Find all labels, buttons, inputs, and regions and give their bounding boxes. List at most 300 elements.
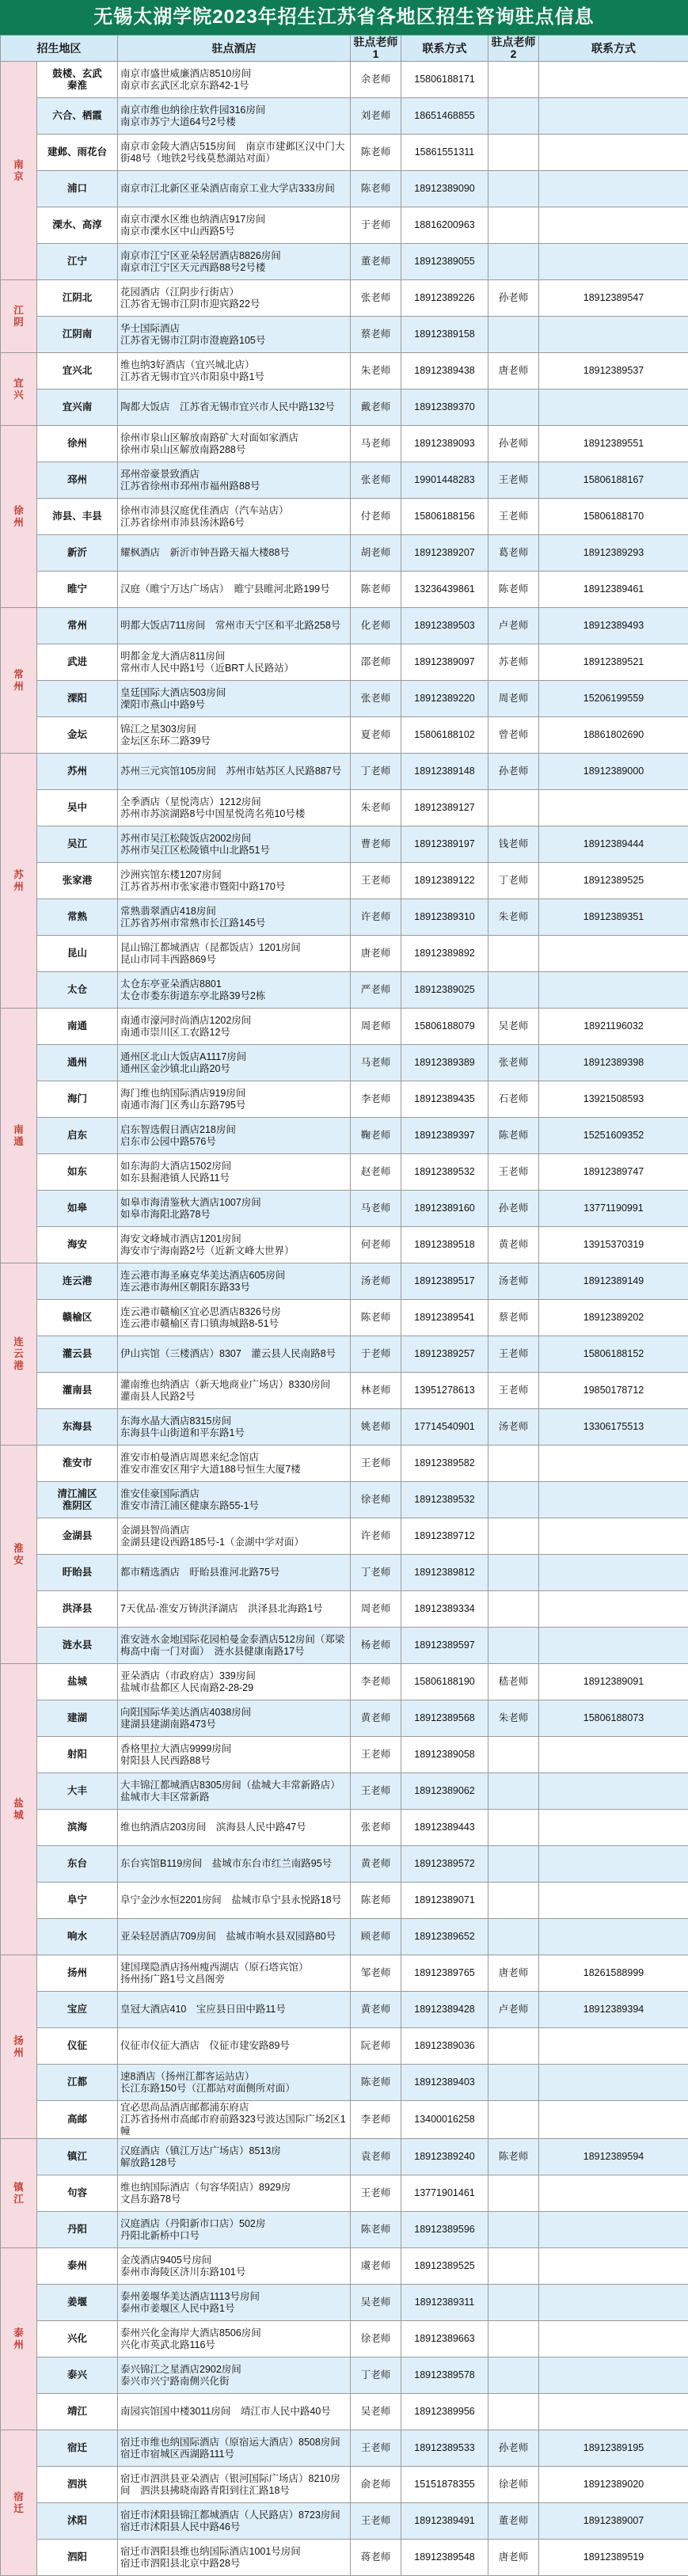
- table-row: [1, 280, 688, 317]
- teacher-1: 张老师: [351, 681, 401, 717]
- teacher-1: 朱老师: [351, 353, 401, 389]
- teacher-1: 陈老师: [351, 1883, 401, 1919]
- hotel-info: 连云港市海圣麻克华美达酒店605房间 连云港市海州区朝阳东路33号: [118, 1263, 351, 1300]
- hotel-info: 亚朵酒店（市政府店）339房间 盐城市盐都区人民南路2-28-29: [118, 1664, 351, 1700]
- phone-2: [539, 2394, 688, 2430]
- table-row: [1, 1191, 688, 1227]
- teacher-1: 王老师: [351, 2430, 401, 2467]
- hotel-info: 皇廷国际大酒店503房间 溧阳市燕山中路9号: [118, 681, 351, 717]
- teacher-1: 夏老师: [351, 717, 401, 754]
- table-row: [1, 2358, 688, 2394]
- teacher-2: [488, 62, 539, 98]
- teacher-1: 王老师: [351, 1446, 401, 1482]
- district-name: 连云港: [37, 1263, 118, 1300]
- phone-1: 18912389532: [401, 1482, 488, 1518]
- phone-1: 18912389428: [401, 1992, 488, 2028]
- phone-1: 18912389226: [401, 280, 488, 317]
- phone-1: 18912389403: [401, 2065, 488, 2101]
- phone-1: 18912389765: [401, 1955, 488, 1992]
- teacher-2: [488, 171, 539, 207]
- phone-2: [539, 1555, 688, 1591]
- district-name: 通州: [37, 1045, 118, 1081]
- teacher-2: 朱老师: [488, 899, 539, 936]
- teacher-2: 黄老师: [488, 1227, 539, 1263]
- teacher-1: 李老师: [351, 1081, 401, 1118]
- region-name: 苏 州: [1, 754, 37, 1009]
- teacher-1: 俞老师: [351, 2467, 401, 2503]
- table-row: [1, 171, 688, 207]
- phone-2: 18912389493: [539, 608, 688, 644]
- phone-1: 18912389548: [401, 2540, 488, 2576]
- phone-1: 15806188171: [401, 62, 488, 98]
- teacher-1: 何老师: [351, 1227, 401, 1263]
- header-phone-1: 联系方式: [401, 36, 488, 62]
- phone-2: 18861802690: [539, 717, 688, 754]
- teacher-1: 于老师: [351, 1336, 401, 1373]
- header-region: 招生地区: [1, 36, 118, 62]
- phone-2: 18912389398: [539, 1045, 688, 1081]
- teacher-2: 孙老师: [488, 2430, 539, 2467]
- table-row: [1, 1955, 688, 1992]
- hotel-info: 明都金龙大酒店811房间 常州市人民中路1号（近BRT人民路站）: [118, 644, 351, 681]
- district-name: 扬州: [37, 1955, 118, 1992]
- table-row: [1, 1628, 688, 1664]
- table-row: [1, 2430, 688, 2467]
- teacher-2: 苏老师: [488, 644, 539, 681]
- table-row: [1, 1555, 688, 1591]
- hotel-info: 向阳国际华美达酒店4038房间 建湖县建湖南路473号: [118, 1700, 351, 1737]
- hotel-info: 阜宁金沙水恒2201房间 盐城市阜宁县永悦路18号: [118, 1883, 351, 1919]
- teacher-1: 姚老师: [351, 1409, 401, 1446]
- teacher-1: 陈老师: [351, 2065, 401, 2101]
- teacher-2: 周老师: [488, 681, 539, 717]
- teacher-1: 汤老师: [351, 1263, 401, 1300]
- teacher-1: 徐老师: [351, 1482, 401, 1518]
- phone-2: 15806188167: [539, 462, 688, 499]
- phone-1: 18912389334: [401, 1591, 488, 1628]
- phone-1: 18912389533: [401, 2430, 488, 2467]
- phone-2: 18912389444: [539, 826, 688, 863]
- teacher-1: 化老师: [351, 608, 401, 644]
- phone-2: 18912389525: [539, 863, 688, 899]
- table-row: [1, 936, 688, 972]
- teacher-2: 丁老师: [488, 863, 539, 899]
- district-name: 赣榆区: [37, 1300, 118, 1336]
- phone-2: [539, 1628, 688, 1664]
- phone-2: [539, 2358, 688, 2394]
- teacher-2: [488, 2175, 539, 2212]
- teacher-1: 阮老师: [351, 2028, 401, 2065]
- table-row: [1, 826, 688, 863]
- teacher-2: 蔡老师: [488, 1300, 539, 1336]
- district-name: 金湖县: [37, 1518, 118, 1555]
- district-name: 金坛: [37, 717, 118, 754]
- teacher-1: 丁老师: [351, 1555, 401, 1591]
- teacher-1: 杨老师: [351, 1628, 401, 1664]
- phone-2: 18912389000: [539, 754, 688, 790]
- district-name: 吴江: [37, 826, 118, 863]
- table-row: [1, 1664, 688, 1700]
- district-name: 浦口: [37, 171, 118, 207]
- district-name: 泰兴: [37, 2358, 118, 2394]
- phone-2: 18912389394: [539, 1992, 688, 2028]
- hotel-info: 东台宾馆B119房间 盐城市东台市红兰南路95号: [118, 1846, 351, 1883]
- teacher-1: 赵老师: [351, 1154, 401, 1191]
- region-name: 泰 州: [1, 2248, 37, 2430]
- teacher-2: 汤老师: [488, 1409, 539, 1446]
- phone-2: [539, 972, 688, 1009]
- district-name: 滨海: [37, 1810, 118, 1846]
- district-name: 宜兴北: [37, 353, 118, 389]
- teacher-2: 钱老师: [488, 826, 539, 863]
- hotel-info: 邳州帝豪景致酒店 江苏省徐州市邳州市福州路88号: [118, 462, 351, 499]
- hotel-info: 宿迁市泗洪县亚朵酒店（银河国际广场店）8210房间 泗洪县拂晓南路青阳到往汇路18号: [118, 2467, 351, 2503]
- district-name: 宜兴南: [37, 389, 118, 426]
- header-teacher-1: 驻点老师1: [351, 36, 401, 62]
- hotel-info: 泰兴锦江之星酒店2902房间 泰兴市兴宁路南侧兴化街: [118, 2358, 351, 2394]
- phone-1: 13771901461: [401, 2175, 488, 2212]
- table-row: [1, 1263, 688, 1300]
- teacher-1: 付老师: [351, 499, 401, 535]
- phone-1: 18912389435: [401, 1081, 488, 1118]
- phone-2: [539, 1919, 688, 1955]
- teacher-1: 张老师: [351, 462, 401, 499]
- district-name: 涟水县: [37, 1628, 118, 1664]
- phone-1: 17714540901: [401, 1409, 488, 1446]
- phone-2: 18912389747: [539, 1154, 688, 1191]
- phone-2: [539, 98, 688, 135]
- phone-1: 15806188190: [401, 1664, 488, 1700]
- teacher-1: 曹老师: [351, 826, 401, 863]
- table-row: [1, 1300, 688, 1336]
- hotel-info: 淮安市柏曼酒店周恩来纪念馆店 淮安市淮安区翔宇大道188号恒生大厦7楼: [118, 1446, 351, 1482]
- hotel-info: 大丰锦江都城酒店8305房间（盐城大丰常新路店） 盐城市大丰区常新路: [118, 1773, 351, 1810]
- table-row: [1, 1700, 688, 1737]
- hotel-info: 南京市维也纳徐庄软件园316房间 南京市苏宁大道64号2号楼: [118, 98, 351, 135]
- hotel-info: 泰州兴化金海岸大酒店8506房间 兴化市英武北路116号: [118, 2321, 351, 2358]
- hotel-info: 亚朵轻居酒店709房间 盐城市响水县双园路80号: [118, 1919, 351, 1955]
- hotel-info: 华士国际酒店 江苏省无锡市江阴市澄鹿路105号: [118, 317, 351, 353]
- district-name: 丹阳: [37, 2212, 118, 2248]
- teacher-2: [488, 2321, 539, 2358]
- table-row: [1, 1009, 688, 1045]
- district-name: 建邺、雨花台: [37, 135, 118, 171]
- table-row: [1, 790, 688, 826]
- table-row: [1, 1446, 688, 1482]
- district-name: 沭阳: [37, 2503, 118, 2540]
- table-row: [1, 754, 688, 790]
- phone-1: 18912389812: [401, 1555, 488, 1591]
- teacher-1: 陈老师: [351, 2212, 401, 2248]
- phone-2: 15806188073: [539, 1700, 688, 1737]
- phone-1: 13400016258: [401, 2101, 488, 2139]
- table-row: [1, 2467, 688, 2503]
- phone-1: 18912389503: [401, 608, 488, 644]
- teacher-2: [488, 244, 539, 280]
- teacher-1: 马老师: [351, 1045, 401, 1081]
- table-row: [1, 1883, 688, 1919]
- hotel-info: 淮安涟水金地国际花园柏曼金泰酒店512房间（郑梁梅高中南一门对面） 涟水县健康南路17号: [118, 1628, 351, 1664]
- phone-2: [539, 1591, 688, 1628]
- teacher-2: [488, 98, 539, 135]
- district-name: 泗阳: [37, 2540, 118, 2576]
- hotel-info: 锦江之星303房间 金坛区东环二路39号: [118, 717, 351, 754]
- phone-1: 18912389596: [401, 2212, 488, 2248]
- phone-2: 18912389202: [539, 1300, 688, 1336]
- district-name: 句容: [37, 2175, 118, 2212]
- phone-1: 18912389438: [401, 353, 488, 389]
- teacher-2: 葛老师: [488, 535, 539, 572]
- teacher-2: [488, 972, 539, 1009]
- table-row: [1, 2175, 688, 2212]
- district-name: 如东: [37, 1154, 118, 1191]
- phone-2: 18912389547: [539, 280, 688, 317]
- phone-2: [539, 2248, 688, 2285]
- hotel-info: 连云港市赣榆区宜必思酒店8326号房 连云港市赣榆区青口镇海城路8-51号: [118, 1300, 351, 1336]
- teacher-1: 丁老师: [351, 2358, 401, 2394]
- table-row: [1, 572, 688, 608]
- table-row: [1, 499, 688, 535]
- table-row: [1, 972, 688, 1009]
- teacher-1: 陈老师: [351, 1300, 401, 1336]
- phone-1: 18912389518: [401, 1227, 488, 1263]
- phone-1: 18912389311: [401, 2285, 488, 2321]
- phone-1: 18912389568: [401, 1700, 488, 1737]
- teacher-1: 于老师: [351, 207, 401, 244]
- teacher-1: 陈老师: [351, 572, 401, 608]
- table-row: [1, 1591, 688, 1628]
- phone-2: [539, 317, 688, 353]
- phone-2: [539, 2321, 688, 2358]
- phone-2: [539, 2065, 688, 2101]
- phone-2: [539, 1446, 688, 1482]
- teacher-1: 朱老师: [351, 790, 401, 826]
- table-row: [1, 608, 688, 644]
- phone-2: 13771190991: [539, 1191, 688, 1227]
- hotel-info: 启东智选假日酒店218房间 启东市公园中路576号: [118, 1118, 351, 1154]
- table-row: [1, 1846, 688, 1883]
- hotel-info: 沙洲宾馆东楼1207房间 江苏省苏州市张家港市暨阳中路170号: [118, 863, 351, 899]
- phone-2: [539, 2028, 688, 2065]
- district-name: 东海县: [37, 1409, 118, 1446]
- teacher-1: 唐老师: [351, 936, 401, 972]
- phone-2: 18261588999: [539, 1955, 688, 1992]
- teacher-1: 王老师: [351, 2175, 401, 2212]
- teacher-2: [488, 1446, 539, 1482]
- table-row: [1, 207, 688, 244]
- district-name: 徐州: [37, 426, 118, 462]
- teacher-2: [488, 1555, 539, 1591]
- phone-1: 15806188102: [401, 717, 488, 754]
- table-row: [1, 2101, 688, 2139]
- district-name: 海门: [37, 1081, 118, 1118]
- district-name: 太仓: [37, 972, 118, 1009]
- district-name: 溧阳: [37, 681, 118, 717]
- phone-1: 18912389525: [401, 2248, 488, 2285]
- teacher-1: 袁老师: [351, 2139, 401, 2175]
- hotel-info: 汉庭酒店（丹阳新市口店）502房 丹阳北新桥中口号: [118, 2212, 351, 2248]
- hotel-info: 南通市濠河时尚酒店1202房间 南通市崇川区工农路12号: [118, 1009, 351, 1045]
- table-row: [1, 899, 688, 936]
- phone-2: [539, 1810, 688, 1846]
- teacher-2: [488, 1518, 539, 1555]
- teacher-1: 马老师: [351, 1191, 401, 1227]
- teacher-1: 蔡老师: [351, 317, 401, 353]
- district-name: 如皋: [37, 1191, 118, 1227]
- teacher-1: 许老师: [351, 899, 401, 936]
- table-row: [1, 1227, 688, 1263]
- teacher-2: [488, 2065, 539, 2101]
- phone-2: [539, 936, 688, 972]
- table-row: [1, 353, 688, 389]
- district-name: 鼓楼、玄武 秦淮: [37, 62, 118, 98]
- teacher-2: [488, 936, 539, 972]
- hotel-info: 太仓东亭亚朵酒店8801 太仓市娄东街道东亭北路39号2栋: [118, 972, 351, 1009]
- table-row: [1, 1118, 688, 1154]
- phone-1: 18912389257: [401, 1336, 488, 1373]
- district-name: 阜宁: [37, 1883, 118, 1919]
- phone-2: [539, 244, 688, 280]
- district-name: 镇江: [37, 2139, 118, 2175]
- consultation-table: [0, 35, 688, 2576]
- table-row: [1, 1336, 688, 1373]
- district-name: 邳州: [37, 462, 118, 499]
- district-name: 睢宁: [37, 572, 118, 608]
- table-row: [1, 644, 688, 681]
- teacher-1: 严老师: [351, 972, 401, 1009]
- teacher-1: 周老师: [351, 1591, 401, 1628]
- teacher-2: [488, 207, 539, 244]
- teacher-1: 丁老师: [351, 754, 401, 790]
- table-row: [1, 1992, 688, 2028]
- district-name: 洪泽县: [37, 1591, 118, 1628]
- phone-2: 18912389195: [539, 2430, 688, 2467]
- teacher-2: [488, 1883, 539, 1919]
- teacher-2: 陈老师: [488, 1118, 539, 1154]
- teacher-2: [488, 1846, 539, 1883]
- hotel-info: 明都大饭店711房间 常州市天宁区和平北路258号: [118, 608, 351, 644]
- phone-2: 15206199559: [539, 681, 688, 717]
- region-name: 镇 江: [1, 2139, 37, 2248]
- hotel-info: 宿迁市沭阳县锦江都城酒店（人民路店）8723房间 宿迁市沭阳县人民中路46号: [118, 2503, 351, 2540]
- table-row: [1, 2212, 688, 2248]
- phone-1: 18912389892: [401, 936, 488, 972]
- table-row: [1, 1409, 688, 1446]
- phone-2: 18912389521: [539, 644, 688, 681]
- teacher-1: 王老师: [351, 1737, 401, 1773]
- phone-1: 18912389158: [401, 317, 488, 353]
- district-name: 江宁: [37, 244, 118, 280]
- teacher-2: 汤老师: [488, 1263, 539, 1300]
- teacher-1: 陈老师: [351, 171, 401, 207]
- teacher-1: 张老师: [351, 280, 401, 317]
- teacher-1: 戴老师: [351, 389, 401, 426]
- hotel-info: 耀枫酒店 新沂市钟吾路天福大楼88号: [118, 535, 351, 572]
- table-row: [1, 681, 688, 717]
- district-name: 武进: [37, 644, 118, 681]
- district-name: 建湖: [37, 1700, 118, 1737]
- phone-2: [539, 62, 688, 98]
- district-name: 高邮: [37, 2101, 118, 2139]
- phone-2: 18912389020: [539, 2467, 688, 2503]
- phone-1: 18912389122: [401, 863, 488, 899]
- hotel-info: 海安文峰城市酒店1201房间 海安市宁海南路2号（近新文峰大世界）: [118, 1227, 351, 1263]
- phone-1: 15806188079: [401, 1009, 488, 1045]
- phone-1: 18912389071: [401, 1883, 488, 1919]
- teacher-2: 王老师: [488, 462, 539, 499]
- phone-1: 18912389058: [401, 1737, 488, 1773]
- hotel-info: 宿迁市维也纳国际酒店（原宿运大酒店）8508房间 宿迁市宿城区西湖路111号: [118, 2430, 351, 2467]
- teacher-2: [488, 1773, 539, 1810]
- hotel-info: 泰州姜堰华美达酒店1113号房间 泰州市姜堰区人民中路1号: [118, 2285, 351, 2321]
- teacher-1: 蒋老师: [351, 2540, 401, 2576]
- phone-2: 18912389461: [539, 572, 688, 608]
- table-row: [1, 1810, 688, 1846]
- district-name: 射阳: [37, 1737, 118, 1773]
- hotel-info: 汉庭（睢宁万达广场店） 睢宁县睢河北路199号: [118, 572, 351, 608]
- phone-1: 15806188156: [401, 499, 488, 535]
- phone-1: 18912389127: [401, 790, 488, 826]
- teacher-2: [488, 2212, 539, 2248]
- teacher-2: [488, 2358, 539, 2394]
- teacher-2: 董老师: [488, 2503, 539, 2540]
- table-row: [1, 2540, 688, 2576]
- region-name: 江 阴: [1, 280, 37, 353]
- teacher-2: [488, 2028, 539, 2065]
- phone-1: 18912389578: [401, 2358, 488, 2394]
- district-name: 吴中: [37, 790, 118, 826]
- teacher-1: 李老师: [351, 1664, 401, 1700]
- phone-1: 18912389025: [401, 972, 488, 1009]
- teacher-1: 董老师: [351, 244, 401, 280]
- district-name: 泰州: [37, 2248, 118, 2285]
- teacher-2: 吴老师: [488, 1009, 539, 1045]
- phone-1: 19901448283: [401, 462, 488, 499]
- district-name: 昆山: [37, 936, 118, 972]
- phone-1: 18912389036: [401, 2028, 488, 2065]
- teacher-2: 卢老师: [488, 1992, 539, 2028]
- hotel-info: 花园酒店（江阴步行街店） 江苏省无锡市江阴市迎宾路22号: [118, 280, 351, 317]
- hotel-info: 淮安佳豪国际酒店 淮安市清江浦区健康东路55-1号: [118, 1482, 351, 1518]
- teacher-1: 许老师: [351, 1518, 401, 1555]
- phone-2: [539, 1482, 688, 1518]
- phone-2: [539, 2101, 688, 2139]
- phone-2: [539, 2285, 688, 2321]
- phone-2: 19850178712: [539, 1373, 688, 1409]
- district-name: 宿迁: [37, 2430, 118, 2467]
- phone-1: 18912389663: [401, 2321, 488, 2358]
- phone-2: 18921196032: [539, 1009, 688, 1045]
- phone-1: 18912389220: [401, 681, 488, 717]
- district-name: 江阴北: [37, 280, 118, 317]
- table-row: [1, 135, 688, 171]
- phone-1: 18816200963: [401, 207, 488, 244]
- phone-1: 18912389712: [401, 1518, 488, 1555]
- district-name: 姜堰: [37, 2285, 118, 2321]
- table-row: [1, 98, 688, 135]
- district-name: 沛县、丰县: [37, 499, 118, 535]
- hotel-info: 常熟翡翠酒店418房间 江苏省苏州市常熟市长江路145号: [118, 899, 351, 936]
- hotel-info: 香格里拉大酒店9999房间 射阳县人民西路88号: [118, 1737, 351, 1773]
- teacher-2: [488, 1919, 539, 1955]
- teacher-2: [488, 2101, 539, 2139]
- table-row: [1, 1919, 688, 1955]
- district-name: 清江浦区 淮阴区: [37, 1482, 118, 1518]
- district-name: 盱眙县: [37, 1555, 118, 1591]
- phone-2: 18912389293: [539, 535, 688, 572]
- district-name: 海安: [37, 1227, 118, 1263]
- teacher-1: 陈老师: [351, 135, 401, 171]
